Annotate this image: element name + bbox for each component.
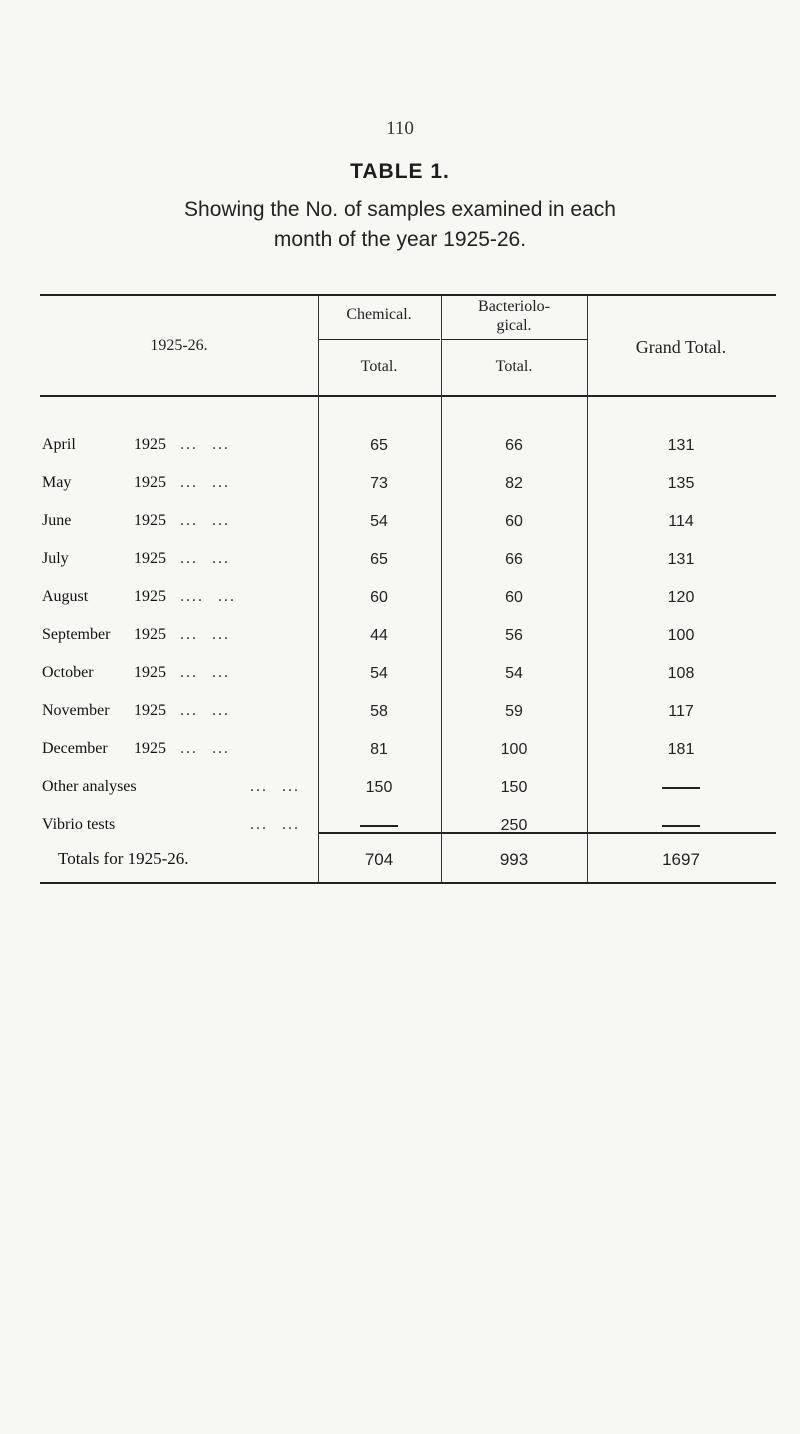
cell-bacteriological: 59: [505, 703, 523, 720]
row-leader-dots: ...: [212, 740, 230, 757]
cell-bacteriological: 150: [500, 779, 528, 796]
row-leader-dots: ...: [218, 588, 236, 605]
row-month: April: [42, 436, 76, 453]
cell-chemical-dash: [318, 817, 440, 835]
row-leader-dots: ...: [180, 550, 198, 567]
row-leader-dots: ...: [282, 816, 300, 833]
row-label: Other analyses: [42, 778, 137, 795]
row-month: June: [42, 512, 72, 529]
row-leader-dots: ...: [180, 512, 198, 529]
table-caption-line-2: month of the year 1925-26.: [273, 228, 527, 251]
row-leader-dots: ...: [212, 512, 230, 529]
total-bacteriological: 993: [499, 850, 529, 869]
cell-bacteriological: 54: [505, 665, 523, 682]
row-leader-dots: ...: [180, 436, 198, 453]
row-leader-dots: ...: [212, 626, 230, 643]
cell-chemical: 65: [370, 551, 388, 568]
row-month: November: [42, 702, 110, 719]
totals-label: Totals for 1925-26.: [58, 849, 189, 868]
subheader-rule-bacteriological: [441, 339, 587, 340]
table-top-rule: [40, 294, 776, 296]
cell-grand-total: 131: [667, 551, 695, 568]
cell-bacteriological: 66: [505, 437, 523, 454]
cell-chemical: 44: [370, 627, 388, 644]
row-year: 1925: [134, 588, 166, 605]
row-month: December: [42, 740, 108, 757]
row-leader-dots: ...: [250, 778, 268, 795]
header-chemical-total: Total.: [360, 358, 398, 375]
table-caption-line-1: Showing the No. of samples examined in each: [184, 198, 616, 221]
header-period: 1925-26.: [150, 337, 208, 354]
header-grand-total: Grand Total.: [635, 337, 727, 357]
row-leader-dots: ...: [180, 626, 198, 643]
row-month: August: [42, 588, 89, 605]
cell-bacteriological: 56: [505, 627, 523, 644]
subheader-rule-chemical: [318, 339, 440, 340]
cell-grand-total: 108: [667, 665, 695, 682]
cell-bacteriological: 66: [505, 551, 523, 568]
cell-grand-total: 100: [667, 627, 695, 644]
cell-chemical: 60: [370, 589, 388, 606]
cell-chemical: 150: [365, 779, 393, 796]
row-month: May: [42, 474, 72, 491]
cell-chemical: 65: [370, 437, 388, 454]
total-chemical: 704: [364, 850, 394, 869]
row-leader-dots: ...: [212, 550, 230, 567]
row-leader-dots: ...: [212, 436, 230, 453]
row-year: 1925: [134, 702, 166, 719]
header-bottom-rule: [40, 395, 776, 397]
cell-bacteriological: 60: [505, 589, 523, 606]
header-chemical: Chemical.: [346, 306, 412, 323]
total-grand-total: 1697: [662, 850, 700, 869]
cell-chemical: 54: [370, 513, 388, 530]
header-bacteriological-total: Total.: [495, 358, 533, 375]
table-title: TABLE 1.: [350, 160, 450, 183]
row-year: 1925: [134, 474, 166, 491]
cell-chemical: 73: [370, 475, 388, 492]
cell-grand-total: 120: [667, 589, 695, 606]
header-bacteriological-line-1: Bacteriolo-: [478, 298, 550, 315]
row-leader-dots: ...: [180, 740, 198, 757]
row-year: 1925: [134, 740, 166, 757]
row-year: 1925: [134, 436, 166, 453]
page-number: 110: [386, 118, 414, 139]
row-month: October: [42, 664, 94, 681]
row-year: 1925: [134, 550, 166, 567]
row-leader-dots: ...: [212, 702, 230, 719]
cell-bacteriological: 82: [505, 475, 523, 492]
row-leader-dots: ...: [212, 664, 230, 681]
row-leader-dots: ...: [180, 474, 198, 491]
cell-chemical: 58: [370, 703, 388, 720]
cell-grand-total: 114: [668, 513, 694, 530]
cell-grand-total-dash: [588, 817, 774, 835]
cell-bacteriological: 60: [505, 513, 523, 530]
table-bottom-rule: [40, 882, 776, 884]
row-leader-dots: ...: [212, 474, 230, 491]
cell-grand-total: 131: [667, 437, 695, 454]
cell-grand-total: 181: [667, 741, 695, 758]
row-year: 1925: [134, 664, 166, 681]
cell-grand-total-dash: [588, 779, 774, 797]
row-label: Vibrio tests: [42, 816, 116, 833]
cell-chemical: 81: [370, 741, 388, 758]
row-month: September: [42, 626, 111, 643]
cell-chemical: 54: [370, 665, 388, 682]
row-year: 1925: [134, 626, 166, 643]
row-leader-dots: ....: [180, 588, 204, 605]
row-year: 1925: [134, 512, 166, 529]
row-leader-dots: ...: [180, 702, 198, 719]
cell-grand-total: 135: [667, 475, 695, 492]
cell-grand-total: 117: [668, 703, 694, 720]
cell-bacteriological: 100: [500, 741, 528, 758]
row-month: July: [42, 550, 69, 567]
header-bacteriological-line-2: gical.: [496, 317, 532, 334]
cell-bacteriological: 250: [500, 817, 528, 834]
row-leader-dots: ...: [180, 664, 198, 681]
row-leader-dots: ...: [282, 778, 300, 795]
row-leader-dots: ...: [250, 816, 268, 833]
